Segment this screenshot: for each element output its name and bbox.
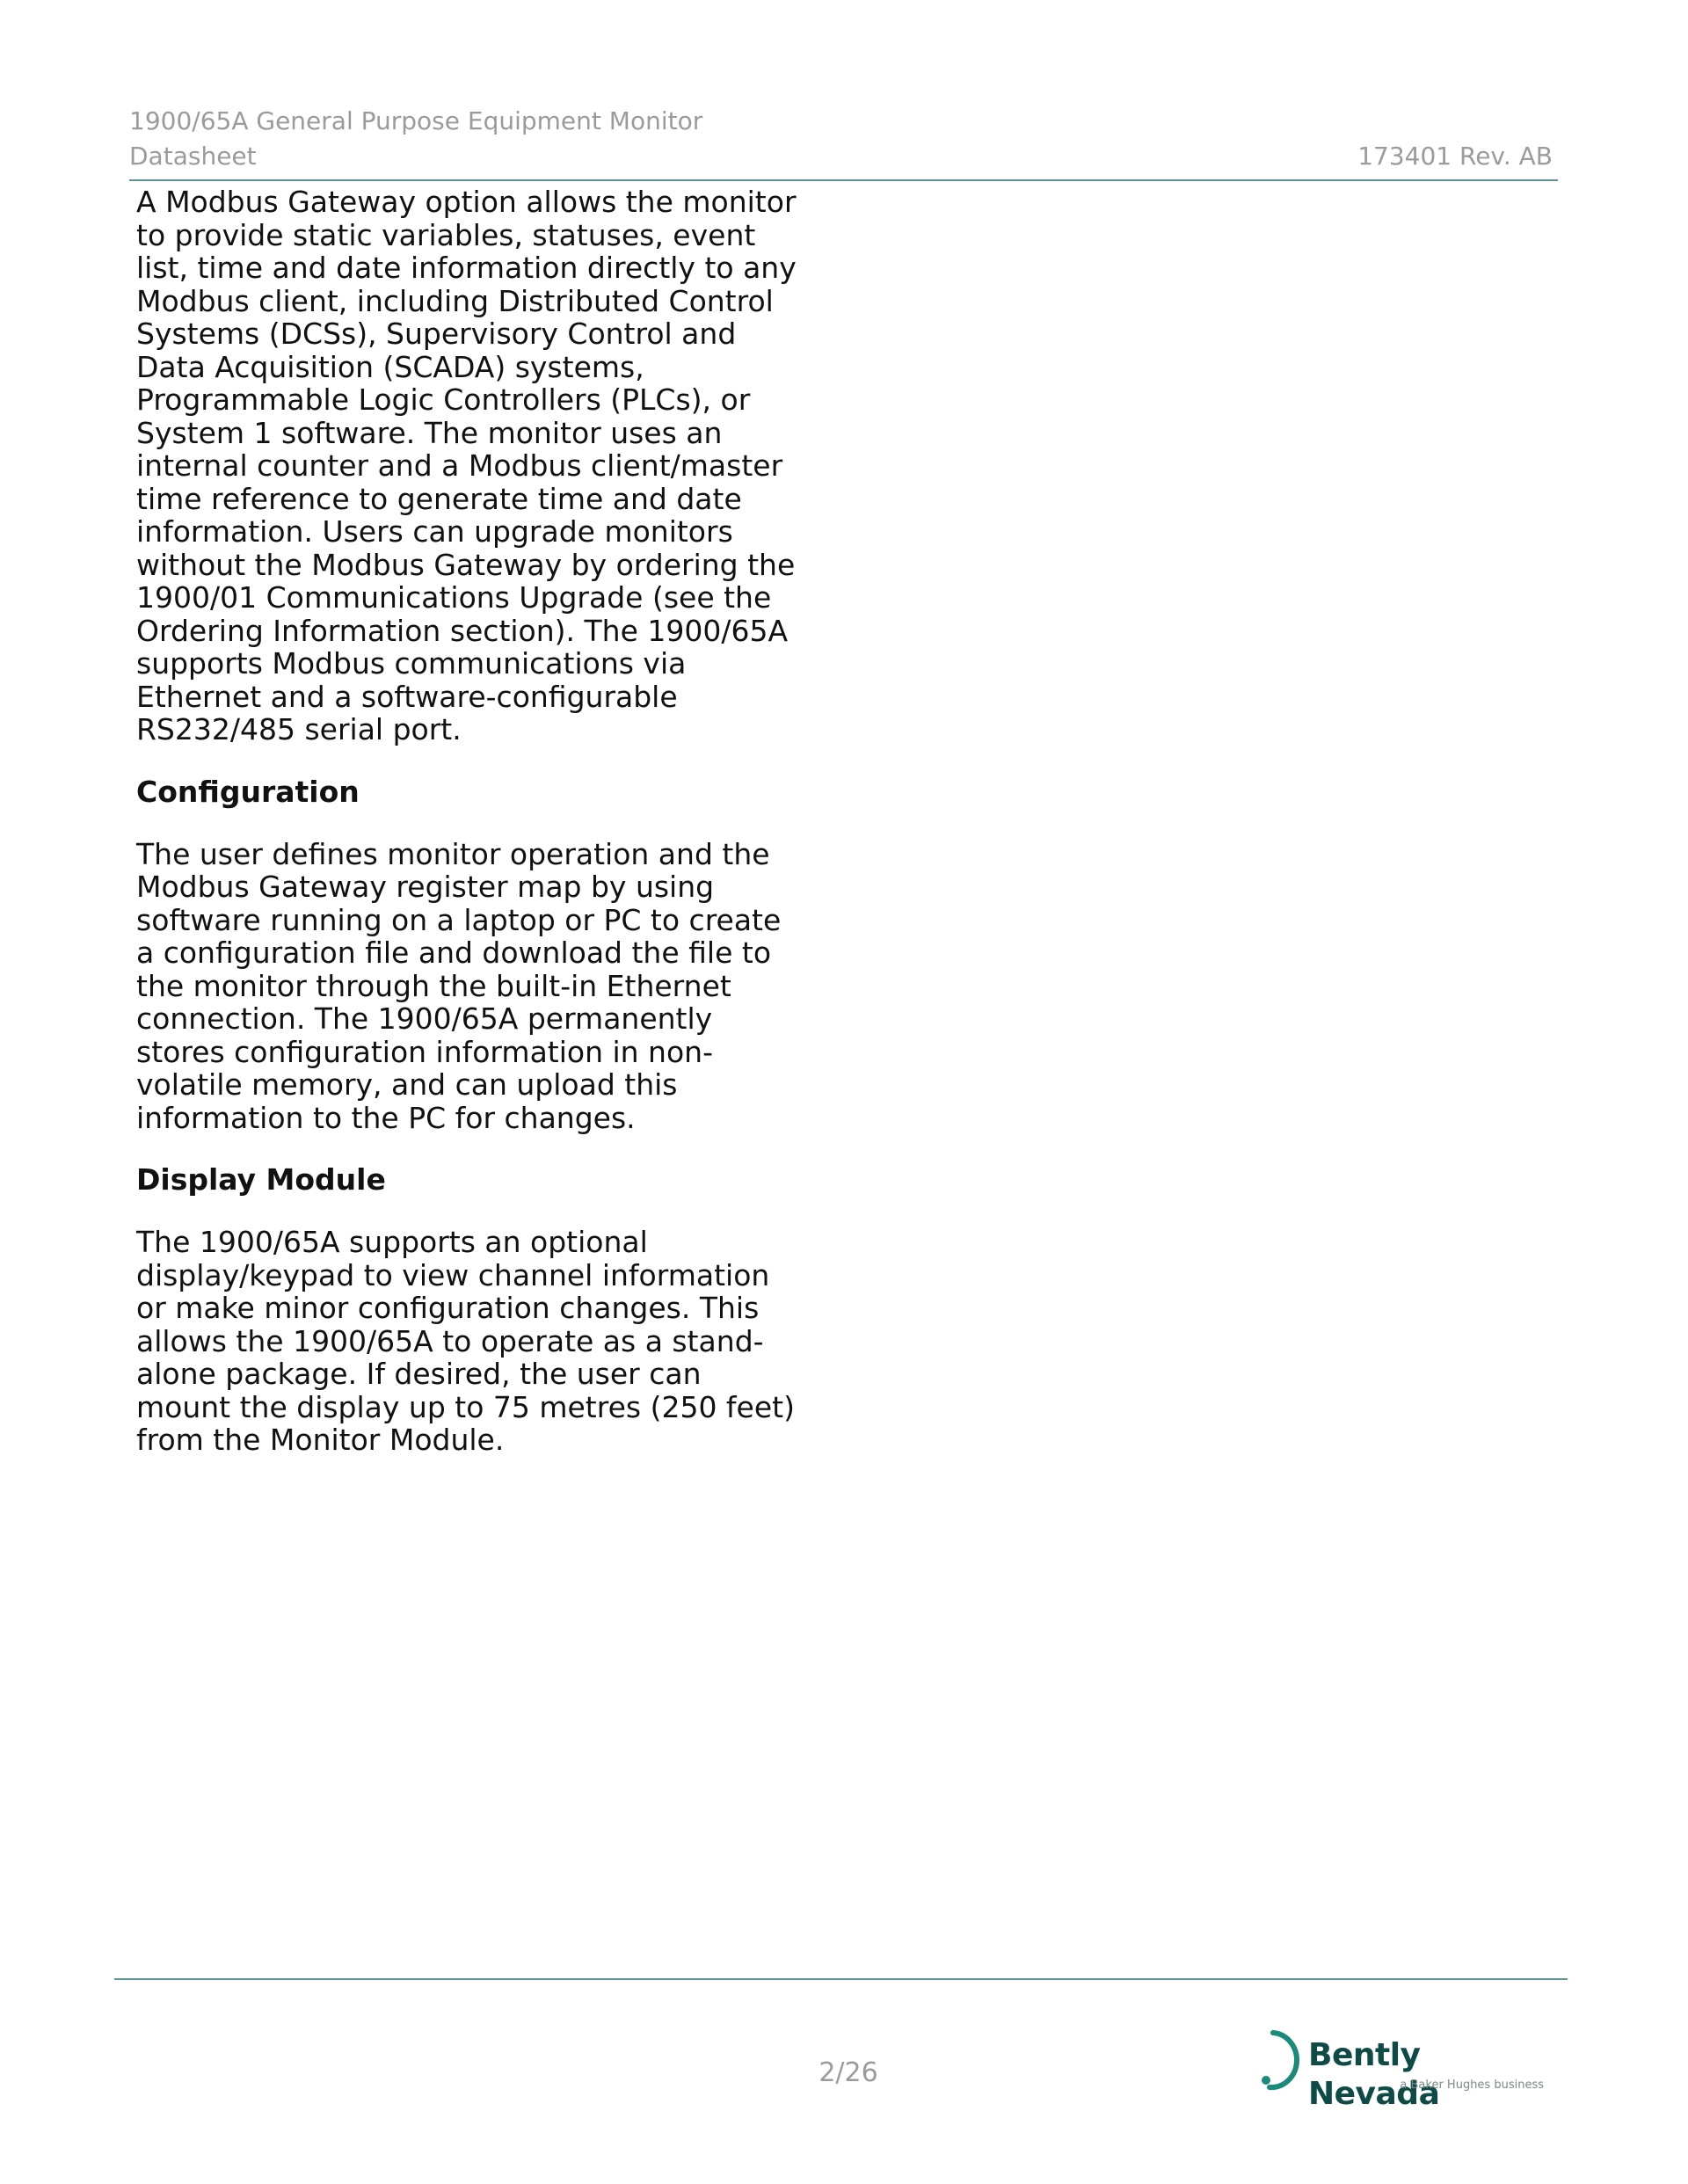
configuration-heading: Configuration [136,774,360,809]
document-title-line-2: Datasheet [129,142,257,171]
logo-mark-icon [1254,2027,1308,2094]
document-title-line-1: 1900/65A General Purpose Equipment Monitor [129,106,703,135]
bently-nevada-logo [1247,2022,1546,2112]
page-header [129,104,1558,181]
document-title [129,104,702,174]
configuration-paragraph: The user defines monitor operation and the Modbus Gateway register map by using software running on a laptop or PC to create a configuration file and download the file to the monitor through the built-in Ethernet connection. The 1900/65A permanently stores configuration information in non-volatile memory, and can upload this information to the PC for changes. [136,836,782,1135]
display-module-paragraph: The 1900/65A supports an optional display/keypad to view channel information or make minor configuration changes. This allows the 1900/65A to operate as a stand-alone package. If desired, the user can mount the display up to 75 metres (250 feet) from the Monitor Module. [136,1225,795,1457]
main-content [136,186,804,1457]
logo-brand-name: Bently Nevada [1308,2037,1440,2112]
modbus-gateway-paragraph: A Modbus Gateway option allows the monitor to provide static variables, statuses, event list, time and date information directly to any Modbus client, including Distributed Control Systems (DCSs), Supervisory Control and Data Acquisition (SCADA) systems, Programmable Logic Controllers (PLCs), or System 1 software. The monitor uses an internal counter and a Modbus client/master time reference to generate time and date information. Users can upgrade monitors without the Modbus Gateway by ordering the 1900/01 Communications Upgrade (see the Ordering Information section). The 1900/65A supports Modbus communications via Ethernet and a software-configurable RS232/485 serial port. [136,185,797,746]
footer-divider [114,1978,1568,1980]
document-number: 173401 Rev. AB [1357,142,1553,171]
page-number: 2/26 [819,2057,878,2088]
logo-tagline: a Baker Hughes business [1400,2078,1544,2092]
display-module-heading: Display Module [136,1162,386,1197]
